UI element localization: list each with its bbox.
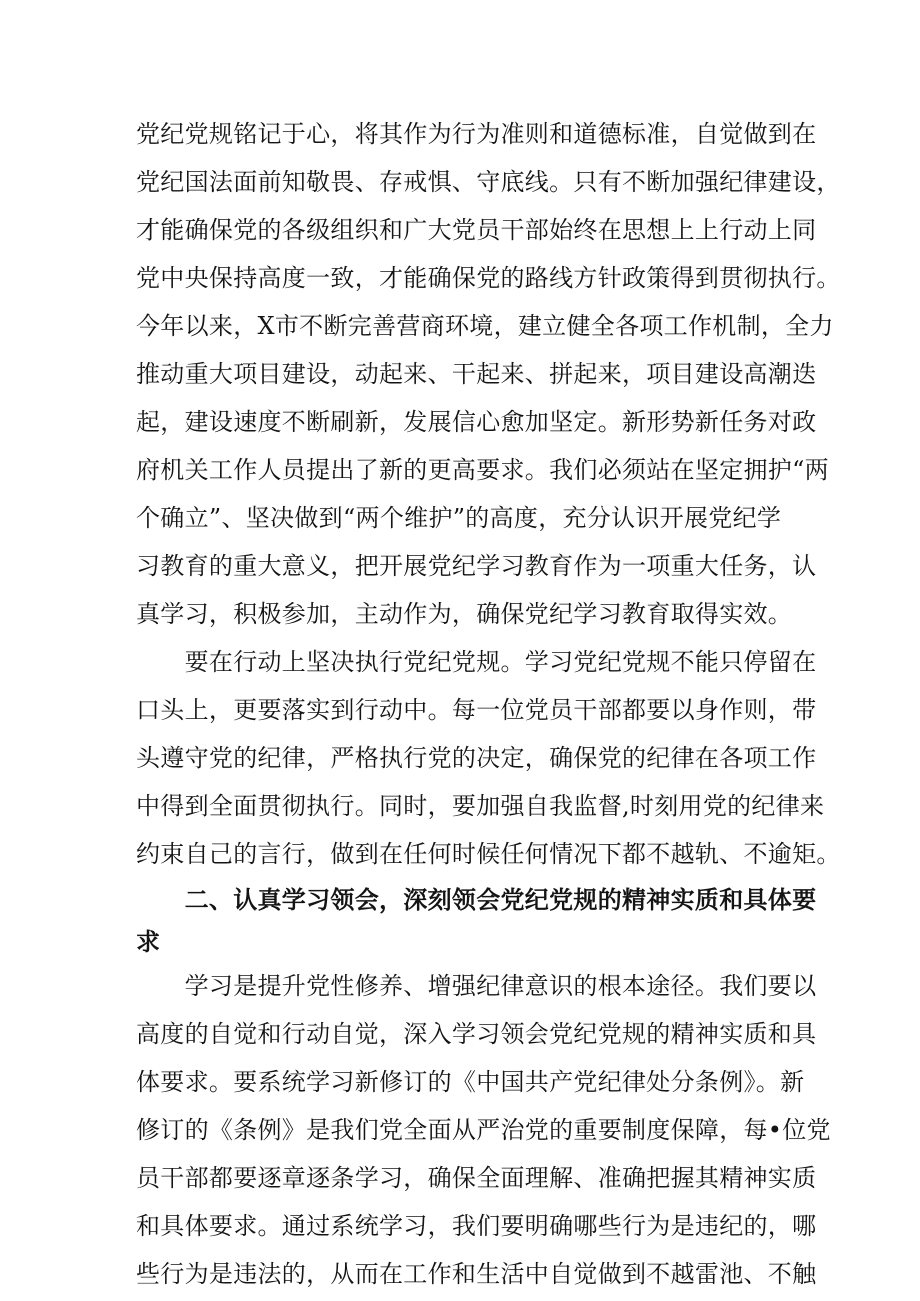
body-line: 些行为是违法的，从而在工作和生活中自觉做到不越雷池、不触 (136, 1260, 817, 1288)
body-line: 党纪国法面前知敬畏、存戒惧、守底线。只有不断加强纪律建设， (136, 168, 841, 196)
body-line: 约束自己的言行，做到在任何时候任何情况下都不越轨、不逾矩。 (136, 840, 841, 868)
body-line: 习教育的重大意义，把开展党纪学习教育作为一项重大任务，认 (136, 552, 817, 580)
body-line: 个确立”、坚决做到“两个维护”的高度，充分认识开展党纪学 (136, 504, 782, 532)
body-line: 员干部都要逐章逐条学习，确保全面理解、准确把握其精神实质 (136, 1164, 817, 1192)
body-line: 要在行动上坚决执行党纪党规。学习党纪党规不能只停留在 (136, 648, 817, 676)
body-line: 口头上，更要落实到行动中。每一位党员干部都要以身作则，带 (136, 696, 817, 724)
body-line: 党纪党规铭记于心，将其作为行为准则和道德标准，自觉做到在 (136, 120, 817, 148)
body-line: 修订的《条例》是我们党全面从严治党的重要制度保障，每•位党 (136, 1116, 831, 1144)
body-line: 学习是提升党性修养、增强纪律意识的根本途径。我们要以 (136, 972, 817, 1000)
section-heading-continuation: 求 (136, 928, 161, 956)
body-line: 真学习，积极参加，主动作为，确保党纪学习教育取得实效。 (136, 600, 793, 628)
body-line: 和具体要求。通过系统学习，我们要明确哪些行为是违纪的，哪 (136, 1212, 817, 1240)
body-line: 中得到全面贯彻执行。同时，要加强自我监督,时刻用党的纪律来 (136, 792, 825, 820)
section-heading: 二、认真学习领会，深刻领会党纪党规的精神实质和具体要 (136, 886, 817, 914)
document-body (136, 110, 841, 1298)
body-line: 体要求。要系统学习新修订的《中国共产党纪律处分条例》。新 (136, 1068, 805, 1096)
body-line: 推动重大项目建设，动起来、干起来、拼起来，项目建设高潮迭 (136, 360, 817, 388)
body-line: 起，建设速度不断刷新，发展信心愈加坚定。新形势新任务对政 (136, 408, 817, 436)
body-line: 府机关工作人员提出了新的更高要求。我们必须站在坚定拥护“两 (136, 456, 829, 484)
body-line: 高度的自觉和行动自觉，深入学习领会党纪党规的精神实质和具 (136, 1020, 817, 1048)
body-line: 才能确保党的各级组织和广大党员干部始终在思想上上行动上同 (136, 216, 817, 244)
body-line: 今年以来，X市不断完善营商环境，建立健全各项工作机制，全力 (136, 312, 834, 340)
body-line: 党中央保持高度一致，才能确保党的路线方针政策得到贯彻执行。 (136, 264, 841, 292)
body-line: 头遵守党的纪律，严格执行党的决定，确保党的纪律在各项工作 (136, 744, 817, 772)
